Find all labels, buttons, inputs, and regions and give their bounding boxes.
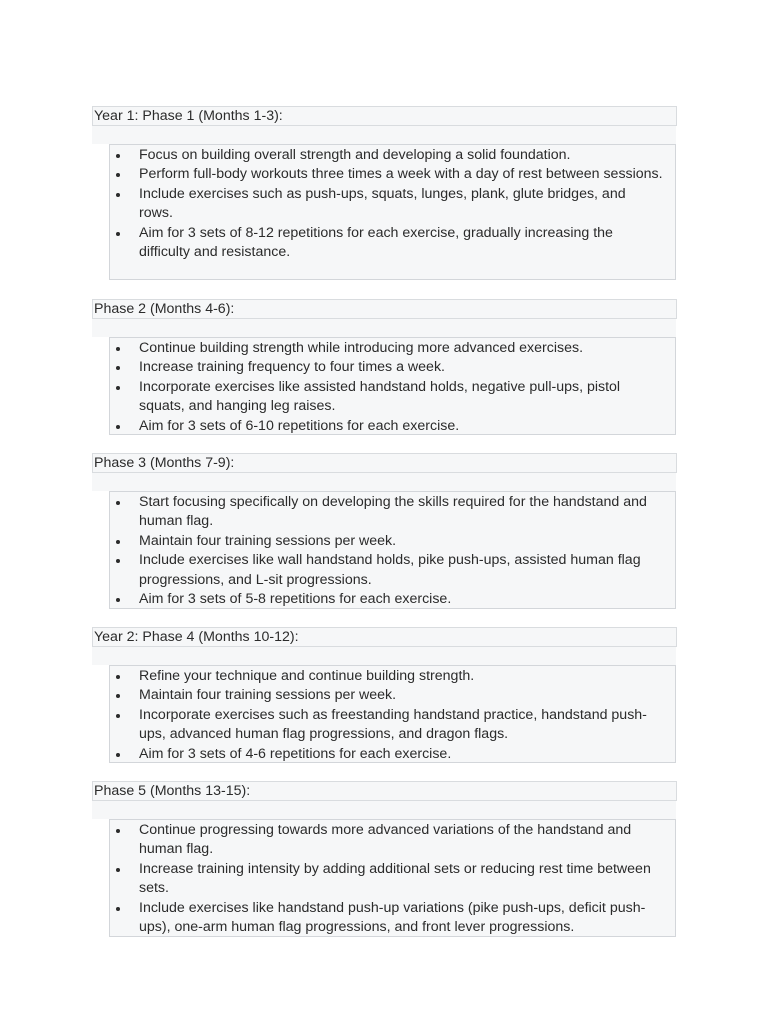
- bullet-icon: [116, 386, 120, 390]
- list-item: [110, 532, 675, 551]
- list-item-text: Continue building strength while introducing more advanced exercises.: [139, 340, 584, 356]
- list-item-text: Incorporate exercises like assisted handstand holds, negative pull-ups, pistol squats, and hanging leg raises.: [139, 378, 621, 415]
- section-gap: [92, 647, 676, 665]
- phase-3-list-box: [109, 491, 676, 609]
- section-gap: [92, 801, 676, 819]
- phase-2-list: [110, 339, 675, 436]
- bullet-icon: [116, 173, 120, 177]
- list-item-text: Continue progressing towards more advanced variations of the handstand and human flag.: [139, 822, 632, 858]
- list-item-text: Refine your technique and continue building strength.: [139, 668, 475, 684]
- list-item: [110, 551, 675, 590]
- bullet-icon: [116, 347, 120, 351]
- list-item-text: Increase training intensity by adding additional sets or reducing rest time between sets.: [139, 860, 651, 897]
- bullet-icon: [116, 675, 120, 679]
- bullet-icon: [116, 540, 120, 544]
- phase-1-list: [110, 146, 675, 262]
- phase-3-heading: Phase 3 (Months 7-9):: [92, 453, 677, 473]
- section-gap: [92, 126, 676, 144]
- list-item-text: Aim for 3 sets of 5-8 repetitions for each exercise.: [139, 591, 452, 608]
- list-item: [110, 185, 675, 224]
- bullet-icon: [116, 232, 120, 236]
- list-item: [110, 358, 675, 377]
- phase-4-list: [110, 667, 675, 764]
- list-item: [110, 899, 675, 938]
- list-item: [110, 146, 675, 165]
- bullet-icon: [116, 366, 120, 370]
- list-item-text: Include exercises like handstand push-up variations (pike push-ups, deficit push-ups), one-arm human flag progressions, and front lever progressions.: [139, 899, 646, 936]
- bullet-icon: [116, 559, 120, 563]
- list-item-text: Start focusing specifically on developing the skills required for the handstand and human flag.: [139, 494, 647, 530]
- list-item: [110, 339, 675, 358]
- list-item: [110, 590, 675, 609]
- bullet-icon: [116, 694, 120, 698]
- bullet-icon: [116, 868, 120, 872]
- list-item: [110, 667, 675, 686]
- list-item-text: Include exercises such as push-ups, squats, lunges, plank, glute bridges, and rows.: [139, 185, 626, 222]
- list-item-text: Focus on building overall strength and developing a solid foundation.: [139, 147, 571, 163]
- list-item: [110, 706, 675, 745]
- list-item: [110, 686, 675, 705]
- bullet-icon: [116, 193, 120, 197]
- bullet-icon: [116, 907, 120, 911]
- list-item-text: Increase training frequency to four times a week.: [139, 359, 445, 376]
- phase-4-list-box: [109, 665, 676, 763]
- bullet-icon: [116, 714, 120, 718]
- bullet-icon: [116, 501, 120, 505]
- list-item: [110, 378, 675, 417]
- phase-1-list-box: [109, 144, 676, 280]
- list-item: [110, 745, 675, 764]
- list-item: [110, 417, 675, 436]
- list-item-text: Incorporate exercises such as freestanding handstand practice, handstand push-ups, advanced human flag progressions, and dragon flags.: [139, 706, 647, 743]
- bullet-icon: [116, 829, 120, 833]
- list-item: [110, 224, 675, 263]
- list-item-text: Include exercises like wall handstand holds, pike push-ups, assisted human flag progressions, and L-sit progressions.: [139, 552, 641, 588]
- phase-3-list: [110, 493, 675, 609]
- section-gap: [92, 473, 676, 491]
- bullet-icon: [116, 753, 120, 757]
- phase-1-heading: Year 1: Phase 1 (Months 1-3):: [92, 106, 677, 126]
- list-item-text: Maintain four training sessions per week.: [139, 687, 397, 704]
- list-item-text: Aim for 3 sets of 4-6 repetitions for each exercise.: [139, 745, 452, 762]
- list-item: [110, 493, 675, 532]
- phase-4-heading: Year 2: Phase 4 (Months 10-12):: [92, 627, 677, 647]
- list-item: [110, 165, 675, 184]
- phase-5-list-box: [109, 819, 676, 937]
- list-item-text: Maintain four training sessions per week.: [139, 532, 397, 549]
- list-item-text: Perform full-body workouts three times a week with a day of rest between sessions.: [139, 166, 663, 183]
- phase-2-heading: Phase 2 (Months 4-6):: [92, 299, 677, 319]
- bullet-icon: [116, 598, 120, 602]
- list-item-text: Aim for 3 sets of 8-12 repetitions for each exercise, gradually increasing the difficulty and resistance.: [139, 224, 613, 261]
- list-item-text: Aim for 3 sets of 6-10 repetitions for each exercise.: [139, 417, 460, 434]
- section-gap: [92, 319, 676, 337]
- bullet-icon: [116, 154, 120, 158]
- phase-5-list: [110, 821, 675, 937]
- phase-2-list-box: [109, 337, 676, 435]
- phase-5-heading: Phase 5 (Months 13-15):: [92, 781, 677, 801]
- list-item: [110, 860, 675, 899]
- bullet-icon: [116, 425, 120, 429]
- list-item: [110, 821, 675, 860]
